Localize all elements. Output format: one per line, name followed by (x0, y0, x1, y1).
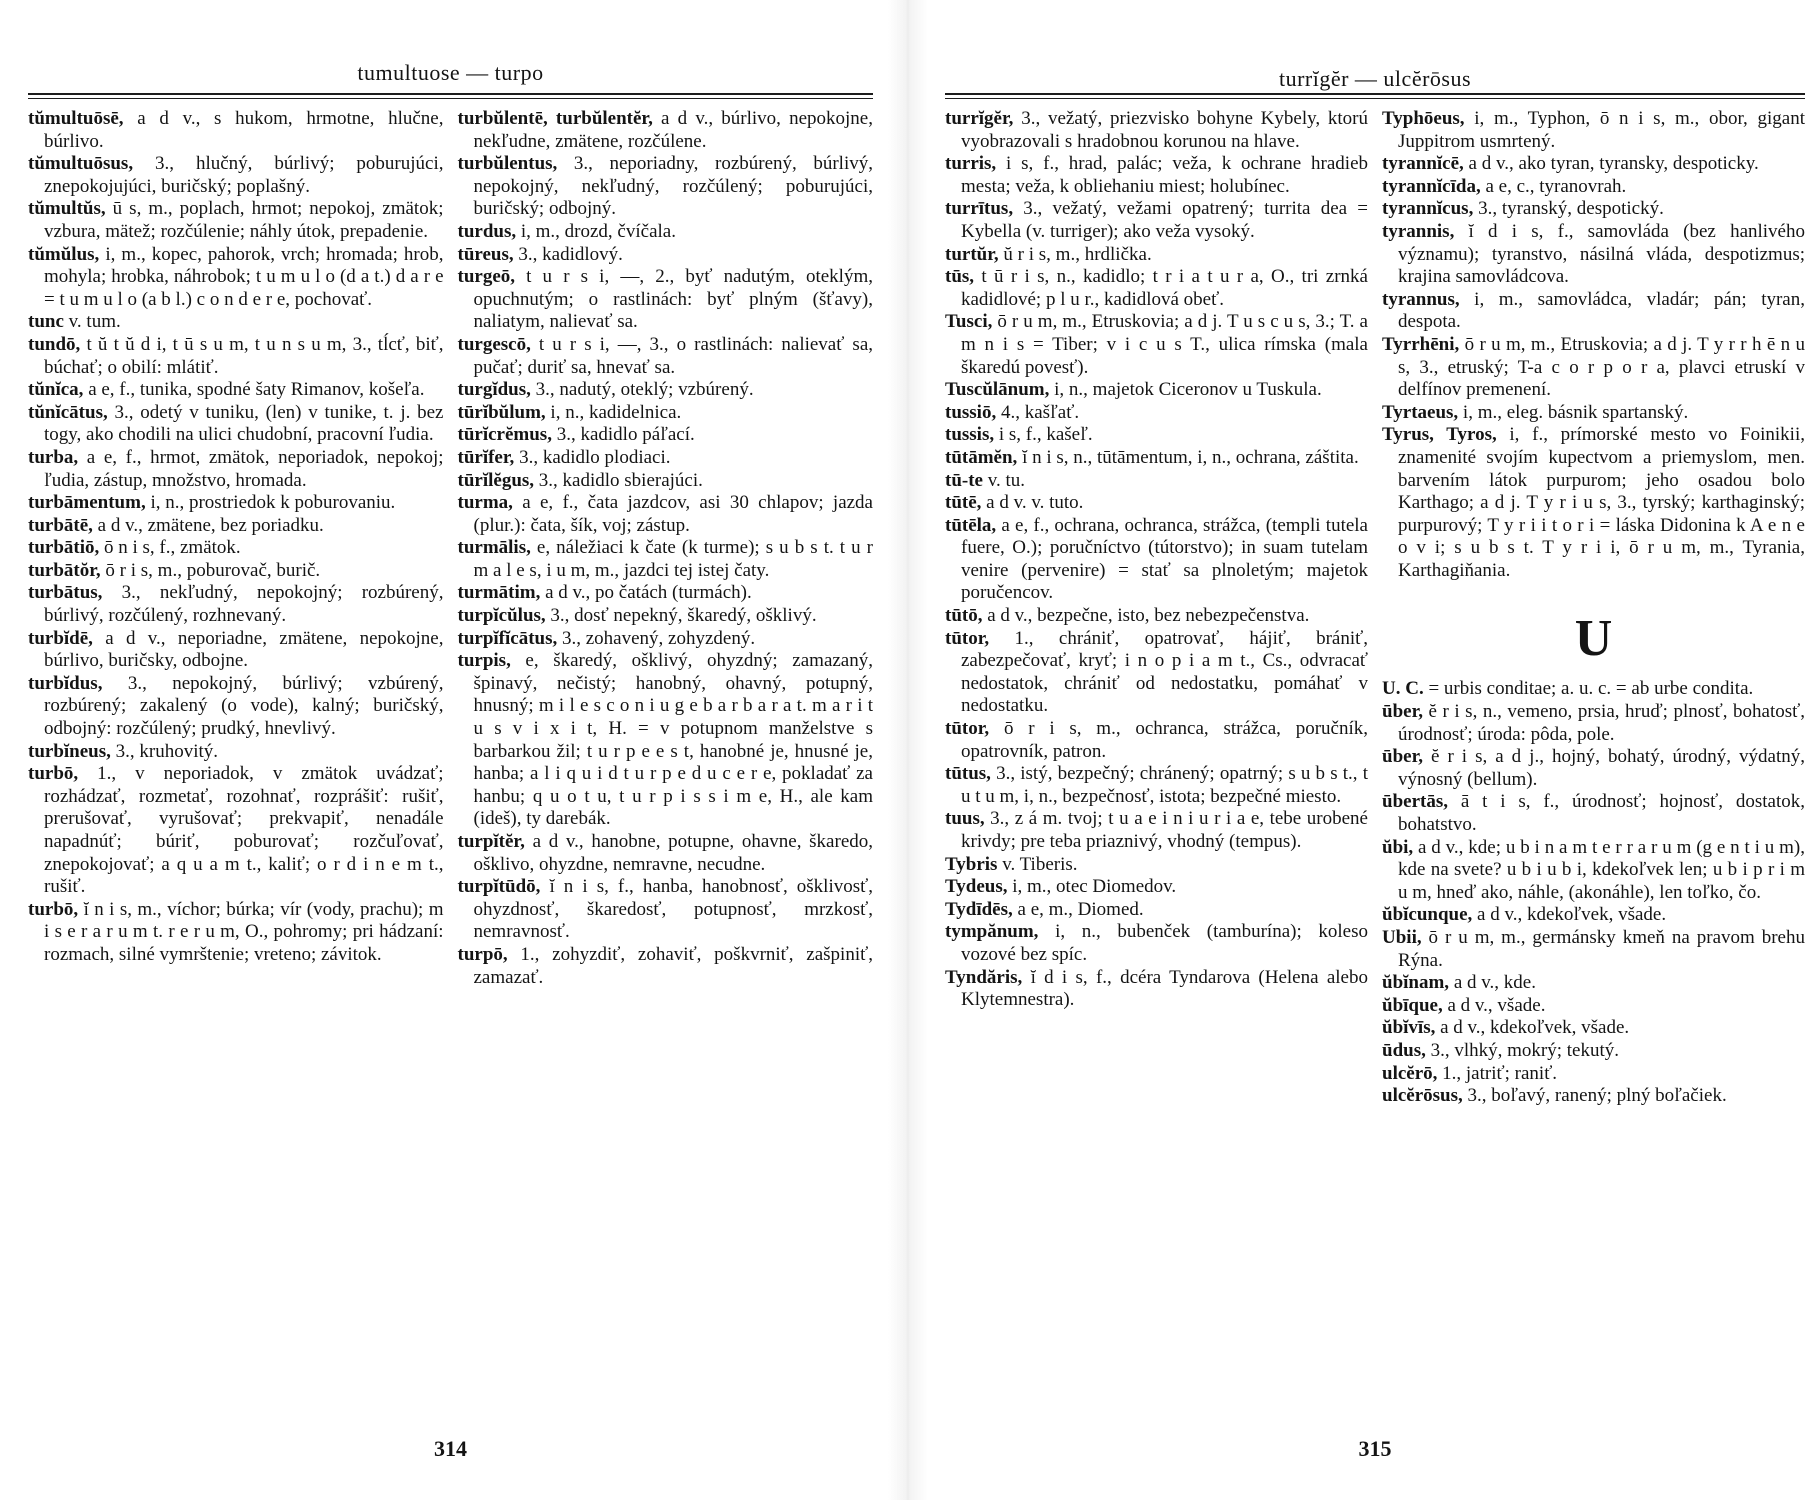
text-columns (945, 108, 1805, 1108)
entry-definition: i, m., eleg. básnik spartanský. (1458, 401, 1689, 423)
text-columns (28, 108, 873, 989)
dictionary-entry (458, 334, 874, 379)
dictionary-entry (28, 628, 444, 673)
dictionary-entry (1382, 1063, 1805, 1086)
right-column (458, 108, 874, 989)
dictionary-entry (1382, 424, 1805, 582)
entry-definition: e, škaredý, ošklivý, ohyzdný; zamazaný, špinavý, nečistý; hanobný, ohavný, potupný, hnusný; m i l e s c o n i u g e b a r b a r a t. m a r i t u s v i x i t, H. = v potupnom manželstve s barbarkou žil; t u r p e e s t, hanobné je, hnusné je, hanba; a l i q u i d t u r p e d u c e r e, pokladať za hanbu; q u o t u, t u r p i s s i m e, H., ale kam (ideš), ty darebák. (473, 650, 873, 830)
entry-definition: i, n., bubenček (tamburína); koleso vozové bez spíc. (961, 921, 1368, 965)
dictionary-entry (945, 402, 1368, 425)
entry-headword: tūtor, (945, 718, 990, 740)
entry-headword: ulcĕrōsus, (1382, 1085, 1463, 1107)
entry-definition: i, n., kadidelnica. (545, 401, 682, 423)
dictionary-entry (1382, 904, 1805, 927)
entry-headword: ūdus, (1382, 1039, 1426, 1061)
dictionary-entry (945, 515, 1368, 605)
entry-definition: ĕ r i s, a d j., hojný, bohatý, úrodný, výdatný, výnosný (bellum). (1398, 746, 1805, 790)
entry-headword: turbāmentum, (28, 492, 146, 514)
entry-definition: 3., tyranský, despotický. (1473, 198, 1664, 220)
dictionary-entry (458, 153, 874, 221)
dictionary-entry (28, 537, 444, 560)
entry-definition: 3., kadidlo plodiaci. (514, 446, 671, 468)
right-column (1382, 108, 1805, 1108)
left-column (945, 108, 1368, 1108)
entry-definition: 3., dosť nepekný, škaredý, ošklivý. (545, 605, 817, 627)
dictionary-entry (458, 424, 874, 447)
left-column (28, 108, 444, 989)
entry-definition: 3., boľavý, ranený; plný boľačiek. (1462, 1085, 1727, 1107)
entry-headword: ulcĕrō, (1382, 1062, 1438, 1084)
entry-headword: turris, (945, 153, 997, 175)
dictionary-entry (28, 741, 444, 764)
entry-headword: turdus, (457, 220, 517, 242)
dictionary-entry (1382, 334, 1805, 402)
dictionary-entry (1382, 791, 1805, 836)
entry-headword: turpō, (457, 943, 508, 965)
dictionary-entry (458, 605, 874, 628)
entry-headword: tŭnĭca, (28, 379, 84, 401)
dictionary-entry (945, 876, 1368, 899)
entry-definition: ĕ r i s, n., vemeno, prsia, hruď; plnosť, bohatosť, úrodnosť; úroda: pôda, pole. (1398, 701, 1805, 745)
book-gutter (888, 0, 928, 1500)
entry-definition: i, m., samovládca, vladár; pán; tyran, despota. (1398, 288, 1805, 333)
dictionary-entry (458, 582, 874, 605)
entry-definition: 3., odetý v tuniku, (len) v tunike, t. j. bez togy, ako chodili na ulici chudobní, pracovní ľudia. (44, 401, 444, 446)
entry-definition: ĭ n i s, n., tūtāmentum, i, n., ochrana, záštita. (1017, 446, 1359, 468)
entry-definition: a d v., hanobne, potupne, ohavne, škaredo, ošklivo, ohyzdne, nemravne, necudne. (473, 831, 873, 875)
entry-definition: ĭ n i s, m., víchor; búrka; vír (vody, prachu); m i s e r a r u m t. r e r u m, O., pohromy; pri hádzaní: rozmach, silné vymrštenie; vreteno; závitok. (44, 898, 444, 965)
entry-headword: tŭmultuōsē, (28, 108, 124, 129)
dictionary-entry (458, 447, 874, 470)
entry-definition: 1., zohyzdiť, zohaviť, poškvrniť, zašpiniť, zamazať. (473, 943, 873, 988)
dictionary-entry (28, 244, 444, 312)
dictionary-entry (458, 266, 874, 334)
entry-headword: tūtus, (945, 763, 991, 785)
dictionary-entry (458, 876, 874, 944)
entry-definition: a d v., búrlivo, nepokojne, nekľudne, zmätene, rozčúlene. (473, 108, 873, 152)
dictionary-entry (1382, 402, 1805, 425)
entry-definition: 3., vežatý, vežami opatrený; turrita dea = Kybella (v. turriger); ako veža vysoký. (961, 198, 1368, 242)
entry-headword: turrītus, (945, 198, 1014, 220)
entry-headword: tussis, (945, 424, 995, 446)
entry-definition: ū s, m., poplach, hrmot; nepokoj, zmätok; vzbura, mätež; rozčúlenie; náhly útok, prepadenie. (44, 198, 444, 242)
entry-headword: tūtēla, (945, 514, 997, 536)
dictionary-entry (945, 967, 1368, 1012)
entry-definition: 3., kadidlový. (513, 243, 623, 265)
entry-definition: = urbis conditae; a. u. c. = ab urbe condita. (1423, 678, 1754, 700)
dictionary-entry (1382, 153, 1805, 176)
entry-definition: ō r u m, m., Etruskovia; a d j. T y r r h ē n u s, 3., etruský; T-a c o r p o r a, plavci etruskí v delfínov premenení. (1398, 333, 1805, 401)
entry-headword: ŭbĭcunque, (1382, 904, 1473, 926)
dictionary-entry (458, 944, 874, 989)
dictionary-entry (458, 492, 874, 537)
dictionary-entry (945, 266, 1368, 311)
entry-headword: Tusci, (945, 311, 993, 333)
dictionary-entry (1382, 1017, 1805, 1040)
entry-headword: tūtor, (945, 627, 990, 649)
dictionary-entry (945, 244, 1368, 267)
entry-headword: tŭnĭcātus, (28, 401, 108, 423)
entry-definition: 3., nadutý, oteklý; vzbúrený. (530, 379, 754, 401)
entry-definition: 3., nepokojný, búrlivý; vzbúrený, rozbúrený; zakalený (o vode), kalný; buričský, odbojný: rozčúlený; prudký, hnevlivý. (44, 672, 444, 740)
entry-headword: turba, (28, 446, 79, 468)
entry-headword: turma, (457, 492, 513, 514)
entry-definition: ĭ d i s, f., dcéra Tyndarova (Helena alebo Klytemnestra). (961, 966, 1368, 1011)
entry-headword: Typhōeus, (1382, 108, 1465, 129)
entry-headword: tūreus, (457, 243, 514, 265)
entry-definition: a d v., ako tyran, tyransky, despoticky. (1463, 153, 1759, 175)
dictionary-entry (1382, 678, 1805, 701)
running-head: tumultuose — turpo (357, 60, 544, 85)
entry-headword: Tuscŭlānum, (945, 379, 1050, 401)
entry-definition: a d v., po čatách (turmách). (540, 582, 752, 604)
dictionary-entry (28, 560, 444, 583)
dictionary-entry (945, 763, 1368, 808)
entry-headword: Tyrus, Tyros, (1382, 424, 1497, 446)
entry-headword: tussiō, (945, 401, 997, 423)
entry-definition: ō r i s, m., ochranca, strážca, poručník, opatrovník, patron. (961, 718, 1368, 762)
entry-definition: t u r s i, —, 3., o rastlinách: nalievať sa, pučať; duriť sa, hnevať sa. (473, 333, 873, 378)
entry-definition: a e, f., ochrana, ochranca, strážca, (templi tutela fuere, O.); poručníctvo (tútorstvo); in suam tutelam venire (pervenire) = stať sa plnoletým; majetok poručencov. (961, 514, 1368, 604)
entry-definition: 3., kruhovitý. (110, 740, 219, 762)
entry-headword: turbĭdus, (28, 672, 103, 694)
dictionary-entry (1382, 176, 1805, 199)
entry-definition: t u r s i, —, 2., byť nadutým, oteklým, opuchnutým; o rastlinách: byť plným (šťavy), naliatym, nalievať sa. (473, 266, 873, 333)
dictionary-entry (458, 537, 874, 582)
entry-definition: 3., neporiadny, rozbúrený, búrlivý, nepokojný, nekľudný, rozčúlený; poburujúci, buričský; odbojný. (473, 153, 873, 220)
dictionary-entry (458, 831, 874, 876)
entry-definition: 3., vlhký, mokrý; tekutý. (1425, 1039, 1620, 1061)
entry-headword: tūrĭcrĕmus, (457, 424, 552, 446)
entry-definition: ō r u m, m., Etruskovia; a d j. T u s c u s, 3.; T. a m n i s = Tiber; v i c u s T., ulica rímska (mala škaredú povesť). (961, 311, 1368, 378)
dictionary-entry (945, 854, 1368, 877)
dictionary-entry (945, 153, 1368, 198)
dictionary-entry (945, 628, 1368, 718)
entry-definition: a d v., kde. (1449, 972, 1536, 994)
entry-definition: t ū r i s, n., kadidlo; t r i a t u r a, O., tri zrnká kadidlové; p l u r., kadidlová obeť. (961, 266, 1368, 310)
entry-definition: ĭ d i s, f., samovláda (bez hanlivého významu); tyranstvo, násilná vláda, despotizmus; krajina samovládcova. (1398, 220, 1805, 288)
entry-definition: a d v., s hukom, hrmotne, hlučne, búrlivo. (44, 108, 444, 152)
entry-definition: a d v., všade. (1442, 994, 1546, 1016)
entry-headword: ūber, (1382, 746, 1424, 768)
dictionary-entry (1382, 837, 1805, 905)
entry-headword: Tyrrhēni, (1382, 333, 1460, 355)
entry-definition: i s, f., kašeľ. (994, 424, 1093, 446)
entry-definition: i, n., prostriedok k poburovaniu. (145, 492, 396, 514)
entry-headword: ŭbi, (1382, 836, 1414, 858)
section-letter: U (1574, 610, 1613, 668)
dictionary-entry (28, 447, 444, 492)
entry-definition: 3., vežatý, priezvisko bohyne Kybely, ktorú vyobrazovali s hradobnou korunou na hlave. (961, 108, 1368, 152)
entry-headword: turbŭlentē, turbŭlentĕr, (457, 108, 653, 129)
entry-headword: tūs, (945, 266, 975, 288)
dictionary-entry (945, 424, 1368, 447)
entry-headword: turmātim, (457, 582, 541, 604)
entry-definition: 1., chrániť, opatrovať, hájiť, brániť, zabezpečovať, kryť; i n o p i a m t., Cs., odvracať nedostatok, chrániť od nedostatku, pomáhať v nedostatku. (961, 627, 1368, 717)
entry-headword: turbātŏr, (28, 559, 101, 581)
entry-definition: t ŭ t ŭ d i, t ū s u m, t u n s u m, 3., tĺcť, biť, búchať; o obilí: mlátiť. (44, 333, 444, 378)
right-page (945, 0, 1805, 1500)
entry-definition: i, m., otec Diomedov. (1007, 876, 1177, 898)
dictionary-entry (1382, 289, 1805, 334)
dictionary-entry (945, 921, 1368, 966)
dictionary-entry (28, 334, 444, 379)
head-rule-thin (945, 98, 1805, 99)
entry-definition: 3., z á m. tvoj; t u a e i n i u r i a e, tebe urobené krivdy; pre teba priaznivý, vhodný (tempus). (961, 808, 1368, 852)
entry-headword: turbō, (28, 763, 79, 785)
entry-headword: Tyrtaeus, (1382, 401, 1459, 423)
dictionary-entry (28, 311, 444, 334)
entry-definition: a d v., kde; u b i n a m t e r r a r u m (g e n t i u m), kde na svete? u b i u b i, kdekoľvek len; u b i p r i m u m, hneď ako, náhle, (akonáhle), len toľko, čo. (1398, 836, 1805, 903)
entry-definition: a d v., kdekoľvek, všade. (1435, 1017, 1630, 1039)
entry-headword: U. C. (1382, 678, 1424, 700)
dictionary-entry (28, 153, 444, 198)
entry-definition: 3., kadidlo sbierajúci. (534, 469, 703, 491)
entry-definition: ō r i s, m., poburovač, burič. (100, 559, 321, 581)
head-rule (28, 93, 873, 95)
entry-headword: tūtō, (945, 605, 983, 627)
entry-headword: tūrĭfer, (457, 446, 515, 468)
entry-definition: e, náležiaci k čate (k turme); s u b s t. t u r m a l e s, i u m, m., jazdci tej istej čaty. (473, 537, 873, 581)
entry-definition: 3., istý, bezpečný; chránený; opatrný; s u b s t., t u t u m, i, n., bezpečnosť, istota; bezpečné miesto. (961, 763, 1368, 807)
entry-headword: turpĭcŭlus, (457, 605, 546, 627)
dictionary-entry (458, 402, 874, 425)
entry-headword: tūrĭbŭlum, (457, 401, 546, 423)
entry-definition: a e, m., Diomed. (1012, 898, 1144, 920)
dictionary-entry (945, 492, 1368, 515)
entry-definition: a d v., zmätene, bez poriadku. (92, 514, 324, 536)
dictionary-entry (458, 221, 874, 244)
entry-headword: tūrĭlĕgus, (457, 469, 535, 491)
entry-headword: turbĭdē, (28, 627, 93, 649)
entry-headword: tympănum, (945, 921, 1039, 943)
page-number: 314 (434, 1436, 467, 1461)
entry-headword: turgescō, (457, 333, 531, 355)
entry-definition: a d v. v. tuto. (981, 492, 1084, 514)
dictionary-entry (1382, 108, 1805, 153)
entry-headword: tyrannis, (1382, 220, 1455, 242)
entry-definition: ō r u m, m., germánsky kmeň na pravom brehu Rýna. (1398, 927, 1805, 971)
dictionary-entry (945, 808, 1368, 853)
dictionary-entry (458, 244, 874, 267)
entry-definition: a d v., bezpečne, isto, bez nebezpečenstva. (982, 605, 1310, 627)
entry-headword: turbātiō, (28, 537, 100, 559)
entry-headword: tundō, (28, 333, 81, 355)
entry-definition: a e, c., tyranovrah. (1480, 175, 1627, 197)
dictionary-entry (1382, 198, 1805, 221)
dictionary-entry (28, 379, 444, 402)
dictionary-entry (945, 718, 1368, 763)
dictionary-entry (28, 198, 444, 243)
entry-headword: turpĭtūdō, (457, 876, 541, 898)
entry-headword: tŭmŭlus, (28, 243, 100, 265)
head-rule-thin (28, 98, 873, 99)
entry-definition: a e, f., tunika, spodné šaty Rimanov, košeľa. (83, 379, 425, 401)
entry-headword: turrĭgĕr, (945, 108, 1014, 129)
dictionary-entry (28, 763, 444, 899)
entry-headword: turpĭtĕr, (457, 831, 525, 852)
entry-definition: ā t i s, f., úrodnosť; hojnosť, dostatok, bohatstvo. (1398, 791, 1805, 836)
entry-headword: ŭbīque, (1382, 994, 1443, 1016)
left-page (28, 0, 873, 1500)
entry-definition: 3., nekľudný, nepokojný; rozbúrený, búrlivý, rozčúlený, rozhnevaný. (44, 582, 444, 627)
dictionary-entry (1382, 972, 1805, 995)
entry-definition: ŭ r i s, m., hrdlička. (998, 243, 1152, 265)
entry-headword: Tydīdēs, (945, 898, 1013, 920)
entry-headword: tuus, (945, 808, 985, 830)
dictionary-entry (945, 311, 1368, 379)
entry-headword: ūbertās, (1382, 791, 1448, 813)
dictionary-entry (458, 628, 874, 651)
entry-headword: ŭbĭnam, (1382, 972, 1450, 994)
entry-headword: tyrannus, (1382, 288, 1460, 310)
entry-headword: Tyndăris, (945, 966, 1023, 988)
dictionary-entry (1382, 1040, 1805, 1063)
dictionary-entry (945, 198, 1368, 243)
entry-definition: v. tum. (63, 311, 121, 333)
entry-headword: tyrannĭcē, (1382, 153, 1464, 175)
entry-definition: i, f., prímorské mesto vo Foinikii, znamenité svojím kupectvom a priemyslom, men. barvením látok purpurom; jeho osadou bolo Karthago; a d j. T y r i u s, 3., tyrský; karthaginský; purpurový; T y r i i t o r i = láska Didonina k A e n e o v i; s u b s t. T y r i i, ō r u m, m., Tyrania, Karthagiňania. (1398, 424, 1805, 581)
entry-definition: 4., kašľať. (996, 401, 1080, 423)
entry-headword: tyrannĭcīda, (1382, 175, 1481, 197)
entry-definition: i, n., majetok Ciceronov u Tuskula. (1049, 379, 1322, 401)
entry-headword: Ubii, (1382, 927, 1422, 948)
dictionary-entry (458, 379, 874, 402)
dictionary-entry (28, 492, 444, 515)
dictionary-entry (945, 899, 1368, 922)
dictionary-entry (945, 470, 1368, 493)
page-number: 315 (1358, 1436, 1392, 1461)
entry-definition: 3., zohavený, zohyzdený. (557, 627, 756, 649)
entry-definition: i, m., kopec, pahorok, vrch; hromada; hrob, mohyla; hrobka, náhrobok; t u m u l o (d a t.) d a r e = t u m u l o (a b l.) c o n d e r e, pochovať. (44, 243, 444, 310)
entry-definition: 1., v neporiadok, v zmätok uvádzať; rozhádzať, rozmetať, rozohnať, rozprášiť: rušiť, prerušovať, vyrušovať; prekvapiť, nenadále napadnúť; búriť, poburovať; rozčuľovať, znepokojovať; a q u a m t., kaliť; o r d i n e m t., rušiť. (44, 763, 444, 898)
entry-headword: turbō, (28, 898, 79, 920)
entry-definition: a d v., kdekoľvek, všade. (1472, 904, 1667, 926)
dictionary-entry (28, 582, 444, 627)
dictionary-entry (28, 402, 444, 447)
dictionary-entry (1382, 995, 1805, 1018)
dictionary-entry (945, 605, 1368, 628)
dictionary-entry (1382, 746, 1805, 791)
entry-headword: tŭmultuōsus, (28, 153, 134, 175)
entry-definition: a d v., neporiadne, zmätene, nepokojne, búrlivo, buričsky, odbojne. (44, 627, 444, 672)
dictionary-entry (28, 515, 444, 538)
entry-headword: turpis, (457, 650, 511, 672)
dictionary-entry (945, 447, 1368, 470)
entry-definition: ō n i s, f., zmätok. (99, 537, 241, 559)
entry-headword: tūtē, (945, 492, 982, 514)
entry-headword: tunc (28, 311, 64, 333)
dictionary-entry (28, 673, 444, 741)
entry-definition: ĭ n i s, f., hanba, hanobnosť, ošklivosť, ohyzdnosť, škaredosť, potupnosť, mrzkosť, nemravnosť. (473, 876, 873, 943)
dictionary-entry (1382, 221, 1805, 289)
entry-headword: turpĭfĭcātus, (457, 627, 558, 649)
dictionary-entry (945, 108, 1368, 153)
entry-definition: a e, f., hrmot, zmätok, neporiadok, nepokoj; ľudia, zástup, množstvo, hromada. (44, 446, 444, 491)
dictionary-entry (458, 108, 874, 153)
entry-headword: turbŭlentus, (457, 153, 558, 175)
entry-definition: v. tu. (982, 469, 1026, 491)
entry-headword: turbātē, (28, 514, 93, 536)
entry-definition: v. Tiberis. (997, 853, 1078, 875)
dictionary-entry (1382, 701, 1805, 746)
dictionary-entry (28, 108, 444, 153)
entry-headword: tyrannĭcus, (1382, 198, 1474, 220)
entry-headword: ūber, (1382, 701, 1424, 723)
head-rule (945, 93, 1805, 95)
entry-definition: i, m., drozd, čvíčala. (516, 220, 676, 242)
dictionary-entry (458, 650, 874, 831)
entry-headword: turgĭdus, (457, 379, 531, 401)
entry-headword: Tybris (945, 853, 998, 875)
entry-headword: turtŭr, (945, 243, 999, 265)
entry-headword: turbĭneus, (28, 740, 111, 762)
entry-headword: tŭmultŭs, (28, 198, 106, 220)
entry-headword: tū-te (945, 469, 983, 491)
entry-headword: Tydeus, (945, 876, 1008, 898)
entry-definition: i s, f., hrad, palác; veža, k ochrane hradieb mesta; veža, k obliehaniu miest; holubínec. (961, 153, 1368, 197)
entry-headword: turbātus, (28, 582, 103, 604)
entry-headword: ŭbĭvīs, (1382, 1017, 1436, 1039)
dictionary-entry (1382, 927, 1805, 972)
entry-headword: turgeō, (457, 266, 516, 288)
entry-definition: 3., kadidlo páľací. (551, 424, 695, 446)
dictionary-entry (458, 470, 874, 493)
entry-headword: tūtāmĕn, (945, 446, 1018, 468)
entry-headword: turmālis, (457, 537, 531, 559)
entry-definition: 3., hlučný, búrlivý; poburujúci, znepokojujúci, buričský; poplašný. (44, 153, 444, 197)
running-head: turrĭgĕr — ulcĕrōsus (1278, 66, 1472, 91)
entry-definition: i, m., Typhon, ō n i s, m., obor, gigant Juppitrom usmrtený. (1398, 108, 1805, 152)
dictionary-entry (28, 899, 444, 967)
entry-definition: a e, f., čata jazdcov, asi 30 chlapov; jazda (plur.): čata, šík, voj; zástup. (473, 492, 873, 536)
dictionary-entry (1382, 1085, 1805, 1108)
dictionary-entry (945, 379, 1368, 402)
entry-definition: 1., jatriť; raniť. (1437, 1062, 1558, 1084)
